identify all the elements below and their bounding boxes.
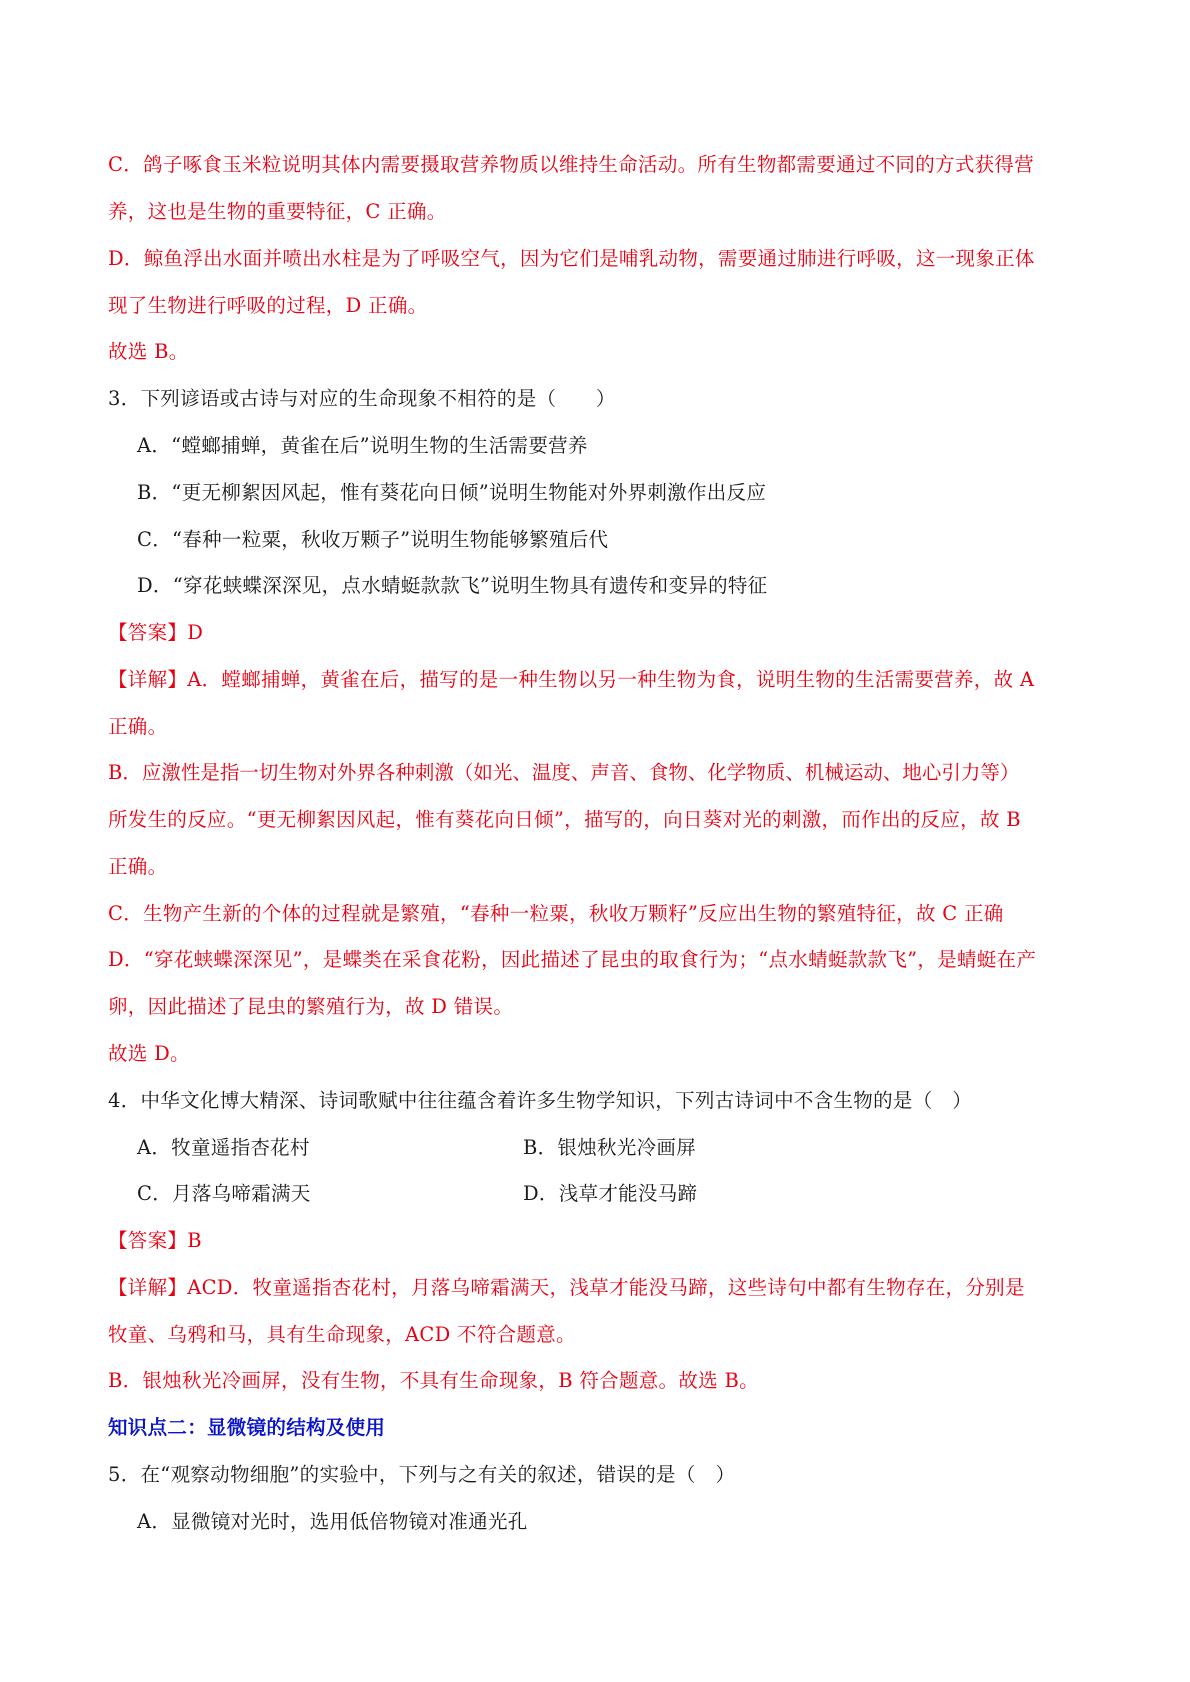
q5-option-a: A．显微镜对光时，选用低倍物镜对准通光孔 [137, 1510, 528, 1533]
q4-detail-line: B．银烛秋光冷画屏，没有生物，不具有生命现象，B 符合题意。故选 B。 [108, 1369, 759, 1392]
q5-stem: 5．在“观察动物细胞”的实验中，下列与之有关的叙述，错误的是（ ） [108, 1463, 736, 1486]
q2-explanation-line: D．鲸鱼浮出水面并喷出水柱是为了呼吸空气，因为它们是哺乳动物，需要通过肺进行呼吸，这一现象正体 [108, 247, 1035, 270]
detail-label: 【详解】 [108, 668, 188, 691]
q4-answer [108, 1227, 1098, 1255]
q3-conclusion: 故选 D。 [108, 1042, 190, 1065]
q4-option-c: C．月落乌啼霜满天 [137, 1182, 311, 1205]
q2-explanation-line: 养，这也是生物的重要特征，C 正确。 [108, 200, 447, 223]
q4-option-d: D．浅草才能没马蹄 [523, 1182, 698, 1205]
q3-detail-line: 正确。 [108, 715, 168, 738]
q4-option-a: A．牧童遥指杏花村 [137, 1136, 310, 1159]
q2-explanation-line: 现了生物进行呼吸的过程，D 正确。 [108, 294, 428, 317]
q3-option-a: A．“螳螂捕蝉，黄雀在后”说明生物的生活需要营养 [137, 434, 588, 457]
answer-value: D [187, 621, 204, 644]
q3-detail-line: 所发生的反应。“更无柳絮因风起，惟有葵花向日倾”，描写的，向日葵对光的刺激，而作出的反应，故 B [108, 808, 1021, 831]
section-heading: 知识点二：显微镜的结构及使用 [108, 1416, 386, 1439]
q3-detail-line: D．“穿花蛱蝶深深见”，是蝶类在采食花粉，因此描述了昆虫的取食行为；“点水蜻蜓款款飞”，是蜻蜓在产 [108, 948, 1037, 971]
answer-label: 【答案】 [108, 621, 188, 644]
q2-explanation-line: C．鸽子啄食玉米粒说明其体内需要摄取营养物质以维持生命活动。所有生物都需要通过不同的方式获得营 [108, 153, 1035, 176]
detail-text: ACD．牧童遥指杏花村，月落乌啼霜满天，浅草才能没马蹄，这些诗句中都有生物存在，分别是 [187, 1276, 1025, 1299]
answer-label: 【答案】 [108, 1229, 188, 1252]
q4-detail-line: 牧童、乌鸦和马，具有生命现象，ACD 不符合题意。 [108, 1323, 576, 1346]
q3-option-b: B．“更无柳絮因风起，惟有葵花向日倾”说明生物能对外界刺激作出反应 [137, 481, 767, 504]
q3-option-c: C．“春种一粒粟，秋收万颗子”说明生物能够繁殖后代 [137, 528, 609, 551]
q4-option-b: B．银烛秋光冷画屏 [523, 1136, 697, 1159]
q3-detail-line [108, 666, 1098, 694]
q3-detail-line: C．生物产生新的个体的过程就是繁殖，“春种一粒粟，秋收万颗籽”反应出生物的繁殖特征，故 C 正确 [108, 902, 1004, 925]
q4-stem: 4．中华文化博大精深、诗词歌赋中往往蕴含着许多生物学知识，下列古诗词中不含生物的是（ ） [108, 1089, 973, 1112]
q3-detail-line: 正确。 [108, 855, 168, 878]
q3-stem: 3．下列谚语或古诗与对应的生命现象不相符的是（ ） [108, 387, 616, 410]
answer-value: B [187, 1229, 202, 1252]
q3-detail-line: B．应激性是指一切生物对外界各种刺激（如光、温度、声音、食物、化学物质、机械运动、地心引力等） [108, 761, 1020, 784]
q2-conclusion: 故选 B。 [108, 340, 189, 363]
detail-text: A．螳螂捕蝉，黄雀在后，描写的是一种生物以另一种生物为食，说明生物的生活需要营养，故 A [187, 668, 1035, 691]
q4-detail-line [108, 1274, 1098, 1302]
q3-option-d: D．“穿花蛱蝶深深见，点水蜻蜓款款飞”说明生物具有遗传和变异的特征 [137, 574, 768, 597]
q3-detail-line: 卵，因此描述了昆虫的繁殖行为，故 D 错误。 [108, 995, 514, 1018]
q3-answer [108, 619, 1098, 647]
detail-label: 【详解】 [108, 1276, 188, 1299]
